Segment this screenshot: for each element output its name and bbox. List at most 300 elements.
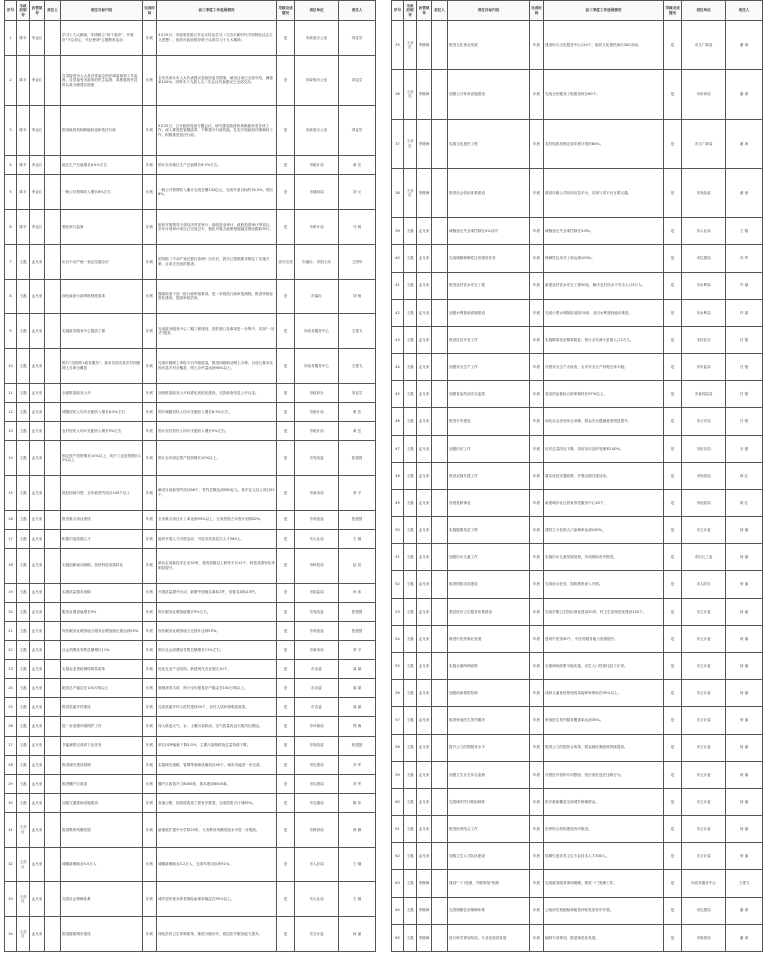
- cell-progress: 完成市级网上审批平台升级改造，推进四级联动网上办事，目前已基本实现市县乡村全覆盖，网上办件量达到90%以上。: [157, 349, 277, 384]
- cell-resp: [432, 680, 448, 707]
- cell-lead: 王磊: [17, 755, 30, 774]
- cell-time: 年底: [530, 924, 544, 951]
- cell-time: 年底: [143, 602, 157, 621]
- cell-status: 是: [277, 847, 295, 882]
- cell-time: 年底: [530, 653, 544, 680]
- table-row: [5, 314, 376, 349]
- cell-time: 年底: [530, 843, 544, 870]
- cell-target: 城镇登记失业率控制在4%以内: [448, 218, 530, 245]
- table-row: [392, 70, 763, 119]
- cell-resp: [45, 349, 61, 384]
- col-header-person: 责任人: [726, 1, 763, 21]
- cell-resp: [45, 441, 61, 476]
- cell-resp: [432, 653, 448, 680]
- cell-target: 粮食总产稳定在100万吨以上: [61, 679, 143, 698]
- cell-unit: 市农委: [295, 698, 339, 717]
- cell-unit: 市政府办公室: [295, 21, 339, 56]
- table-row: [5, 402, 376, 421]
- cell-progress: 预计服务业增加值增长9%左右。: [157, 602, 277, 621]
- cell-seq: 5: [5, 175, 17, 210]
- cell-resp: [45, 813, 61, 848]
- cell-resp: [45, 602, 61, 621]
- cell-time: 年底: [143, 210, 157, 245]
- cell-target: 实施全面两孩政策: [448, 653, 530, 680]
- cell-resp: [432, 788, 448, 815]
- cell-status: 是: [277, 314, 295, 349]
- cell-person: 吕 强: [726, 326, 763, 353]
- cell-resp: [45, 529, 61, 548]
- cell-lead: 王彦红: [17, 882, 30, 917]
- cell-unit: 市卫计委: [682, 653, 726, 680]
- cell-status: 是: [277, 548, 295, 583]
- col-header-resp: 责任人: [432, 1, 448, 21]
- table-row: [392, 816, 763, 843]
- cell-lead: 王磊: [17, 660, 30, 679]
- cell-status: 是: [664, 70, 682, 119]
- cell-unit: 市教育局: [295, 813, 339, 848]
- cell-progress: 优化农业产业结构，新建现代农业园区10个。: [157, 660, 277, 679]
- cell-time: 年底: [530, 544, 544, 571]
- cell-unit: 市卫计委: [682, 816, 726, 843]
- cell-time: 年底: [530, 517, 544, 544]
- cell-progress: 预计全年固定资产投资增长10%以上。: [157, 441, 277, 476]
- cell-target: 实施农业供给侧结构性改革: [61, 660, 143, 679]
- cell-seq: 2: [5, 55, 17, 105]
- cell-lead: 王磊: [17, 349, 30, 384]
- cell-resp: [45, 640, 61, 659]
- cell-time: 年底: [530, 408, 544, 435]
- cell-status: 是: [664, 119, 682, 168]
- cell-assist: 孟凡来: [417, 571, 432, 598]
- cell-seq: 27: [5, 736, 17, 755]
- cell-resp: [432, 381, 448, 408]
- cell-time: 年底: [530, 21, 544, 70]
- table-body-left: [5, 21, 376, 952]
- cell-target: 加强安全生产工作: [448, 354, 530, 381]
- table-row: [5, 583, 376, 602]
- cell-time: 年底: [143, 106, 157, 156]
- col-header-progress: 前三季度工作进展情况: [544, 1, 664, 21]
- cell-progress: 组织开展领导干部经济责任审计、财政资金审计、政府投资审计等项目，全年计划审计项目已完成过半，强化对重大政策措施落实情况跟踪审计。: [157, 210, 277, 245]
- cell-progress: 一般公共预算收入累计完成总额102亿元，完成年度目标的76.5%，增长6%。: [157, 175, 277, 210]
- cell-seq: 22: [5, 640, 17, 659]
- cell-unit: 市发改委: [295, 602, 339, 621]
- cell-seq: 47: [392, 435, 404, 462]
- table-header-row: [5, 1, 376, 21]
- cell-progress: 招聘引进各类卫生专业技术人才300人。: [544, 843, 664, 870]
- table-row: [392, 245, 763, 272]
- cell-progress: 完成全民健身工程建设项目60个。: [544, 70, 664, 119]
- cell-assist: 孟凡来: [417, 218, 432, 245]
- cell-assist: 李金江: [30, 175, 45, 210]
- table-row: [5, 660, 376, 679]
- cell-target: 加强水利基础设施建设: [448, 299, 530, 326]
- table-row: [5, 736, 376, 755]
- cell-person: 孙 伟: [339, 583, 376, 602]
- cell-resp: [432, 435, 448, 462]
- cell-progress: 保障性住房开工率达到100%。: [544, 245, 664, 272]
- cell-progress: 深化社会治安综合治理，群众安全感满意度明显提升。: [544, 408, 664, 435]
- cell-progress: 实施城市道路、管网等基础设施项目40个，城市功能进一步完善。: [157, 755, 277, 774]
- cell-lead: 王磊: [404, 653, 417, 680]
- cell-progress: 新建城乡社区居家养老服务中心30个。: [544, 489, 664, 516]
- cell-lead: 王磊: [404, 517, 417, 544]
- cell-status: 是: [664, 653, 682, 680]
- table-row: [5, 755, 376, 774]
- cell-resp: [432, 218, 448, 245]
- cell-time: 年底: [530, 218, 544, 245]
- cell-time: 年底: [143, 679, 157, 698]
- cell-resp: [432, 734, 448, 761]
- cell-unit: 市食药监局: [682, 381, 726, 408]
- cell-person: 黄 岳: [339, 156, 376, 175]
- table-row: [5, 279, 376, 314]
- cell-seq: 13: [5, 422, 17, 441]
- cell-lead: 王磊: [17, 679, 30, 698]
- cell-lead: 王磊: [17, 717, 30, 736]
- cell-unit: 市发改委: [295, 510, 339, 529]
- cell-target: 推进教育均衡发展: [61, 813, 143, 848]
- cell-assist: 孟凡来: [417, 707, 432, 734]
- cell-resp: [45, 882, 61, 917]
- cell-unit: 市政府办公室: [295, 106, 339, 156]
- cell-unit: 市信访局: [682, 435, 726, 462]
- cell-time: 年底: [530, 897, 544, 924]
- cell-assist: 孟凡来: [30, 847, 45, 882]
- cell-target: 发展老龄事业: [448, 489, 530, 516]
- cell-status: 是: [664, 326, 682, 353]
- cell-time: 年底: [143, 793, 157, 812]
- cell-status: 是: [277, 813, 295, 848]
- cell-seq: 39: [392, 218, 404, 245]
- cell-target: 基层医疗卫生服务体系建设: [448, 598, 530, 625]
- cell-status: 是: [277, 441, 295, 476]
- cell-seq: 16: [5, 510, 17, 529]
- cell-target: 加强卫生计生综合监督: [448, 761, 530, 788]
- cell-progress: 建成市级公共信用信息平台，实现与省平台互联互通。: [544, 168, 664, 217]
- cell-status: 是: [277, 529, 295, 548]
- cell-resp: [45, 422, 61, 441]
- cell-resp: [432, 897, 448, 924]
- cell-unit: 市人社局: [682, 218, 726, 245]
- cell-lead: 王磊: [404, 761, 417, 788]
- table-row: [392, 843, 763, 870]
- cell-person: 谢 涛: [726, 897, 763, 924]
- cell-lead: 王磊: [404, 680, 417, 707]
- cell-resp: [432, 462, 448, 489]
- cell-person: 何 丽: [726, 707, 763, 734]
- cell-lead: 王磊: [17, 475, 30, 510]
- cell-seq: 34: [5, 917, 17, 952]
- cell-assist: 孟凡来: [30, 422, 45, 441]
- col-header-progress: 前三季度工作进展情况: [157, 1, 277, 21]
- cell-unit: 市住建局: [295, 755, 339, 774]
- cell-resp: [45, 21, 61, 56]
- cell-progress: 适龄儿童免疫规划疫苗接种率保持在95%以上。: [544, 680, 664, 707]
- cell-time: 年底: [143, 441, 157, 476]
- cell-unit: 市统计局: [295, 402, 339, 421]
- cell-lead: 王磊: [17, 602, 30, 621]
- cell-time: 年底: [143, 529, 157, 548]
- cell-unit: 市人社局: [295, 882, 339, 917]
- cell-progress: 加快推进政务公开标准化规范化建设，完善政府信息公开目录。: [157, 383, 277, 402]
- table-row: [5, 774, 376, 793]
- cell-person: 王建飞: [726, 870, 763, 897]
- cell-seq: 65: [392, 924, 404, 951]
- cell-seq: 56: [392, 680, 404, 707]
- cell-time: 年底: [143, 349, 157, 384]
- cell-target: 推进中医药事业发展: [448, 625, 530, 652]
- col-header-time: 完成时间: [143, 1, 157, 21]
- cell-seq: 30: [5, 793, 17, 812]
- table-row: [392, 326, 763, 353]
- cell-assist: 孟凡来: [30, 660, 45, 679]
- cell-seq: 42: [392, 299, 404, 326]
- cell-seq: 14: [5, 441, 17, 476]
- cell-status: 是: [277, 583, 295, 602]
- cell-progress: 开展医疗机构专项整治，依法查处违法违规行为。: [544, 761, 664, 788]
- cell-lead: 王磊: [17, 621, 30, 640]
- cell-assist: 孟凡来: [30, 244, 45, 279]
- cell-progress: 农村电影放映完成年度计划的80%。: [544, 119, 664, 168]
- table-row: [392, 897, 763, 924]
- cell-target: 实施政务服务中心提质工程: [61, 314, 143, 349]
- cell-person: 谢 涛: [726, 70, 763, 119]
- cell-status: 是: [277, 383, 295, 402]
- cell-progress: 完成美丽乡村示范村建设50个，农村人居环境明显改善。: [157, 698, 277, 717]
- table-row: [392, 119, 763, 168]
- cell-status: 是: [277, 422, 295, 441]
- cell-target: 抓好招商引资，全年新签约项目100个以上: [61, 475, 143, 510]
- cell-lead: 陈平: [17, 210, 30, 245]
- cell-person: 刘 杨: [339, 279, 376, 314]
- cell-assist: 孟凡来: [417, 734, 432, 761]
- cell-person: 刘克学: [339, 106, 376, 156]
- cell-status: 是: [277, 698, 295, 717]
- cell-assist: 李继海: [417, 119, 432, 168]
- cell-target: 推进家庭医生签约服务: [448, 707, 530, 734]
- cell-unit: 市安监局: [682, 354, 726, 381]
- table-row: [392, 680, 763, 707]
- cell-resp: [45, 156, 61, 175]
- cell-progress: 建档立卡贫困人口参保率达到100%。: [544, 517, 664, 544]
- table-row: [5, 510, 376, 529]
- table-row: [5, 621, 376, 640]
- table-header-row: [392, 1, 763, 21]
- cell-unit: 市发改委: [295, 441, 339, 476]
- cell-seq: 33: [5, 882, 17, 917]
- cell-unit: 市统计局: [295, 156, 339, 175]
- cell-person: 冯 军: [339, 774, 376, 793]
- cell-unit: 市民政局: [682, 489, 726, 516]
- cell-seq: 31: [5, 813, 17, 848]
- cell-resp: [432, 326, 448, 353]
- cell-status: 是: [277, 621, 295, 640]
- cell-time: 年底: [143, 422, 157, 441]
- cell-progress: 城乡居民基本养老保险参保率稳定在95%以上。: [157, 882, 277, 917]
- cell-time: 年底: [143, 698, 157, 717]
- cell-lead: 王磊: [404, 707, 417, 734]
- cell-person: 何 丽: [726, 571, 763, 598]
- cell-resp: [45, 917, 61, 952]
- table-row: [392, 924, 763, 951]
- cell-unit: 市政务服务中心: [295, 349, 339, 384]
- cell-progress: 现代服务业增加值占比预计达到55%。: [157, 621, 277, 640]
- cell-status: 是: [277, 755, 295, 774]
- cell-resp: [45, 210, 61, 245]
- cell-resp: [432, 571, 448, 598]
- cell-time: 年底: [530, 462, 544, 489]
- cell-lead: 王彦红: [404, 119, 417, 168]
- cell-lead: 王磊: [17, 279, 30, 314]
- table-row: [5, 793, 376, 812]
- cell-unit: 市文广新局: [682, 21, 726, 70]
- cell-status: 是: [664, 544, 682, 571]
- col-header-status: 考核完成情况: [664, 1, 682, 21]
- cell-seq: 7: [5, 244, 17, 279]
- cell-target: 提升公立医院服务水平: [448, 734, 530, 761]
- cell-time: 年底: [143, 21, 157, 56]
- cell-status: 是: [664, 734, 682, 761]
- cell-unit: 市政务服务中心: [295, 314, 339, 349]
- cell-lead: 陈平: [17, 175, 30, 210]
- cell-lead: 王磊: [404, 462, 417, 489]
- col-header-unit: 责任单位: [295, 1, 339, 21]
- cell-time: 年底: [143, 583, 157, 602]
- cell-unit: 市卫计委: [295, 917, 339, 952]
- cell-assist: 孟凡来: [30, 441, 45, 476]
- cell-target: 加强食品药品安全监管: [448, 381, 530, 408]
- cell-resp: [432, 354, 448, 381]
- cell-resp: [432, 21, 448, 70]
- cell-person: 王 刚: [339, 882, 376, 917]
- cell-person: 王 刚: [726, 218, 763, 245]
- table-page-left: [4, 0, 375, 952]
- cell-lead: 陈平: [17, 55, 30, 105]
- cell-person: 谢 涛: [726, 924, 763, 951]
- cell-seq: 17: [5, 529, 17, 548]
- cell-unit: 市卫计委: [682, 761, 726, 788]
- cell-assist: 孟凡来: [417, 354, 432, 381]
- cell-seq: 40: [392, 245, 404, 272]
- table-row: [5, 21, 376, 56]
- cell-resp: [45, 475, 61, 510]
- cell-person: 许 斌: [726, 272, 763, 299]
- cell-unit: 市发改委: [682, 168, 726, 217]
- cell-resp: [45, 621, 61, 640]
- cell-person: 陈 东: [339, 793, 376, 812]
- cell-unit: 市卫计委: [682, 788, 726, 815]
- cell-person: 蒋 红: [726, 489, 763, 516]
- table-row: [5, 698, 376, 717]
- cell-target: 加强交通基础设施建设: [61, 793, 143, 812]
- cell-lead: 王磊: [17, 402, 30, 421]
- cell-seq: 60: [392, 788, 404, 815]
- cell-progress: 预计农村居民人均可支配收入增长9%左右。: [157, 422, 277, 441]
- table-row: [392, 381, 763, 408]
- cell-lead: 王磊: [17, 441, 30, 476]
- cell-status: 是: [277, 175, 295, 210]
- table-row: [392, 598, 763, 625]
- cell-assist: 孟凡来: [417, 761, 432, 788]
- col-header-unit: 责任单位: [682, 1, 726, 21]
- cell-status: 是: [277, 640, 295, 659]
- cell-unit: 市水利局: [682, 299, 726, 326]
- cell-time: 年底: [143, 640, 157, 659]
- cell-resp: [45, 244, 61, 279]
- table-row: [5, 106, 376, 156]
- cell-time: 年底: [143, 548, 157, 583]
- table-row: [5, 882, 376, 917]
- cell-lead: 王磊: [404, 544, 417, 571]
- cell-resp: [432, 489, 448, 516]
- cell-status: 是: [277, 793, 295, 812]
- cell-lead: 王彦红: [17, 847, 30, 882]
- cell-target: 实施文化惠民工程: [448, 119, 530, 168]
- table-row: [392, 653, 763, 680]
- cell-target: 推进重点项目建设: [61, 510, 143, 529]
- cell-assist: 李继海: [417, 70, 432, 119]
- cell-resp: [432, 870, 448, 897]
- cell-unit: 市商务局: [295, 640, 339, 659]
- col-header-target: 责任目标内容: [61, 1, 143, 21]
- cell-status: 是: [277, 156, 295, 175]
- col-header-target: 责任目标内容: [448, 1, 530, 21]
- cell-status: 是: [277, 774, 295, 793]
- cell-lead: 王磊: [404, 245, 417, 272]
- cell-lead: 王磊: [17, 736, 30, 755]
- table-row: [5, 717, 376, 736]
- cell-resp: [432, 299, 448, 326]
- cell-resp: [45, 660, 61, 679]
- cell-person: 王 刚: [339, 847, 376, 882]
- table-row: [392, 21, 763, 70]
- cell-unit: 市质监局: [295, 583, 339, 602]
- cell-status: 是: [277, 21, 295, 56]
- cell-time: 年底: [530, 119, 544, 168]
- cell-resp: [432, 245, 448, 272]
- page-gap: [376, 0, 390, 960]
- cell-assist: 孟凡来: [30, 279, 45, 314]
- cell-progress: 夏粮获得丰收，预计全年粮食总产稳定在100万吨以上。: [157, 679, 277, 698]
- cell-seq: 57: [392, 707, 404, 734]
- cell-lead: 王磊: [17, 583, 30, 602]
- cell-lead: 王磊: [404, 272, 417, 299]
- cell-lead: 王磊: [404, 571, 417, 598]
- cell-progress: 落实优抚安置政策，开展双拥共建活动。: [544, 462, 664, 489]
- table-row: [392, 354, 763, 381]
- cell-progress: 全面两孩政策平稳实施，出生人口性别比趋于正常。: [544, 653, 664, 680]
- cell-assist: 李继海: [417, 21, 432, 70]
- table-row: [5, 210, 376, 245]
- cell-status: 是: [664, 897, 682, 924]
- cell-seq: 61: [392, 816, 404, 843]
- cell-status: 是: [277, 679, 295, 698]
- cell-assist: 孟凡来: [417, 245, 432, 272]
- cell-person: 许 斌: [726, 299, 763, 326]
- cell-time: 年底: [143, 510, 157, 529]
- cell-seq: 43: [392, 326, 404, 353]
- cell-seq: 21: [5, 621, 17, 640]
- cell-status: 部分完成: [277, 244, 295, 279]
- cell-status: 是: [664, 21, 682, 70]
- cell-person: 王 刚: [339, 529, 376, 548]
- col-header-seq: 序号: [392, 1, 404, 21]
- cell-seq: 23: [5, 660, 17, 679]
- cell-person: 王建飞: [339, 349, 376, 384]
- table-row: [5, 175, 376, 210]
- cell-progress: 全市重点项目开工率达到95%以上，完成投资占年度计划的82%。: [157, 510, 277, 529]
